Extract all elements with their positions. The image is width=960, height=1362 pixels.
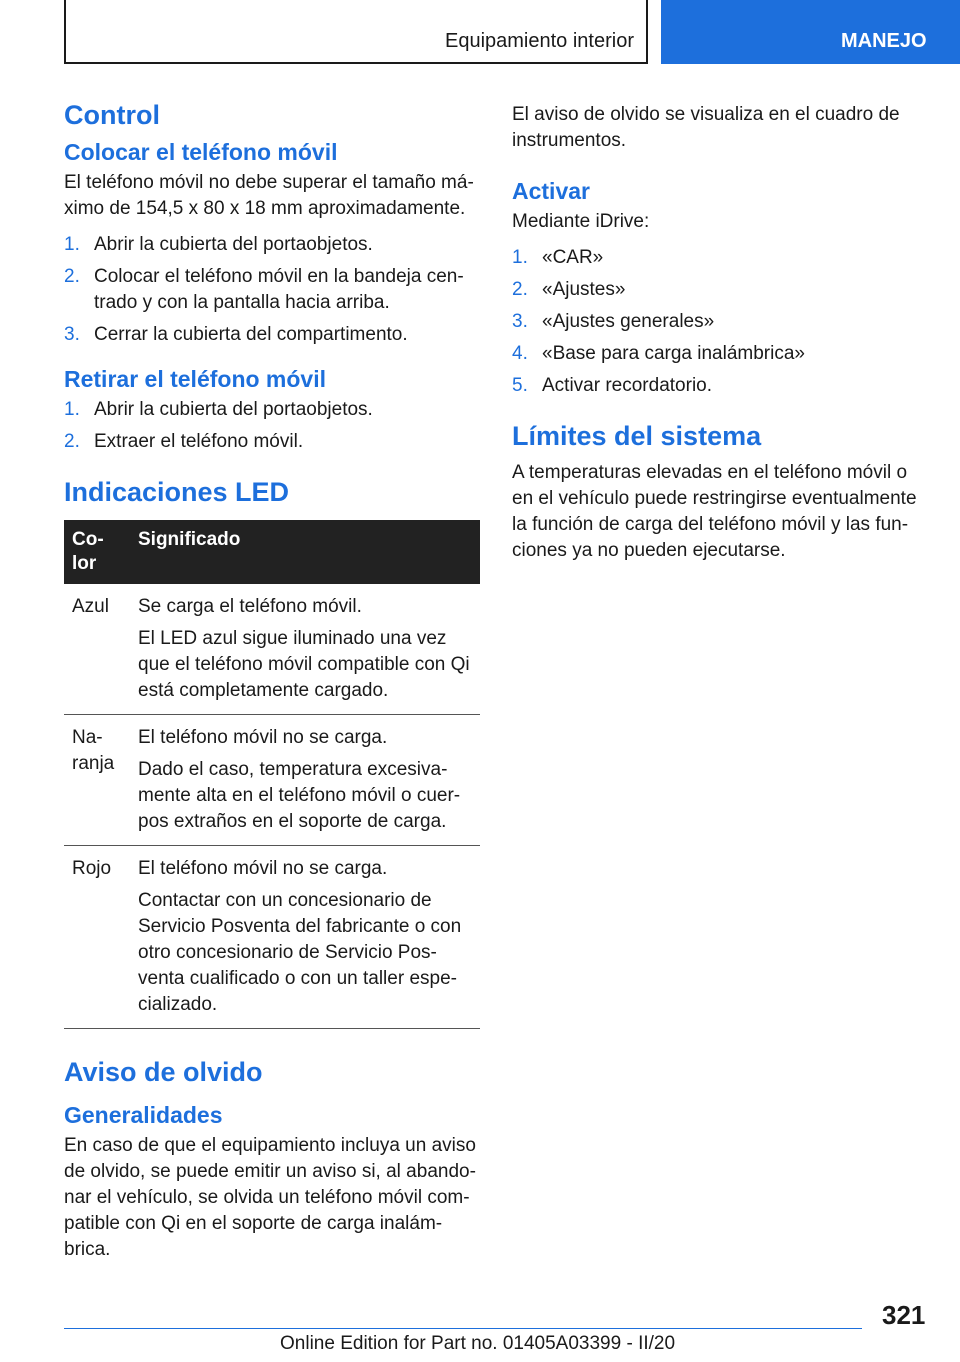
list-item [64,397,480,423]
list-item [512,341,922,367]
paragraph-colocar: El teléfono móvil no debe superar el tamaño má-ximo de 154,5 x 80 x 18 mm aproximadamente. [64,172,474,219]
page-number: 321 [882,1300,926,1330]
column-header-color: Co-lor [64,520,130,584]
led-color-cell: Na-ranja [64,715,130,846]
list-item [64,264,480,316]
led-table [64,520,480,1029]
meaning-line: El teléfono móvil no se carga. [138,858,388,879]
step-text: Abrir la cubierta del portaobjetos. [94,234,373,255]
step-number: 2. [64,431,80,452]
meaning-line: Se carga el teléfono móvil. [138,596,362,617]
paragraph-aviso: El aviso de olvido se visualiza en el cuadro de instrumentos. [512,104,900,151]
retirar-steps-list [64,397,480,455]
heading-colocar: Colocar el teléfono móvil [64,139,338,165]
step-text: Cerrar la cubierta del compartimento. [94,324,408,345]
list-item [64,429,480,455]
meaning-line: El teléfono móvil no se carga. [138,727,388,748]
step-number: 2. [512,279,528,300]
step-number: 3. [512,311,528,332]
step-text: Activar recordatorio. [542,375,713,396]
step-text: Abrir la cubierta del portaobjetos. [94,399,373,420]
heading-led: Indicaciones LED [64,477,290,507]
left-column [64,100,480,1263]
list-item [64,322,480,348]
heading-aviso: Aviso de olvido [64,1057,263,1087]
chapter-tab [661,0,960,64]
step-number: 1. [64,234,80,255]
list-item [512,309,922,335]
step-text: «CAR» [542,247,604,268]
step-number: 1. [512,247,528,268]
footer-edition: Online Edition for Part no. 01405A03399 - II/20 [280,1333,676,1354]
heading-limites: Límites del sistema [512,421,762,451]
section-title: Equipamiento interior [445,30,634,52]
list-item [512,277,922,303]
colocar-steps-list [64,232,480,348]
footer-divider [64,1328,862,1329]
step-text: Colocar el teléfono móvil en la bandeja cen-trado y con la pantalla hacia arriba. [94,266,464,313]
list-item [64,232,480,258]
heading-activar: Activar [512,178,590,204]
led-meaning-cell [130,584,480,715]
paragraph-limites: A temperaturas elevadas en el teléfono móvil o en el vehículo puede restringirse eventualmente la función de carga del teléfono móvil y las fun-ciones ya no pueden ejecutarse. [512,462,917,561]
meaning-line: Contactar con un concesionario de Servicio Posventa del fabricante o con otro concesionario de Servicio Pos-venta cualificado o con un taller espe-cializado. [138,890,462,1015]
heading-retirar: Retirar el teléfono móvil [64,366,327,392]
step-text: «Base para carga inalámbrica» [542,343,805,364]
heading-generalidades: Generalidades [64,1102,223,1128]
step-text: «Ajustes generales» [542,311,715,332]
step-number: 4. [512,343,528,364]
header-section-box [64,0,648,64]
heading-control: Control [64,100,160,130]
led-color-cell: Azul [64,584,130,715]
meaning-line: Dado el caso, temperatura excesiva-mente alta en el teléfono móvil o cuer-pos extraños en el soporte de carga. [138,759,461,832]
right-column [512,102,922,564]
step-number: 2. [64,266,80,287]
column-header-meaning: Significado [130,520,480,584]
led-meaning-cell [130,715,480,846]
chapter-title: MANEJO [841,30,927,52]
paragraph-idrive: Mediante iDrive: [512,211,650,232]
meaning-line: El LED azul sigue iluminado una vez que el teléfono móvil compatible con Qi está completamente cargado. [138,628,470,701]
led-meaning-cell [130,846,480,1029]
step-number: 5. [512,375,528,396]
list-item [512,245,922,271]
table-row [64,846,480,1029]
paragraph-generalidades: En caso de que el equipamiento incluya un aviso de olvido, se puede emitir un aviso si, al abando-nar el vehículo, se olvida un teléfono móvil com-patible con Qi en el soporte de carga inalám-brica. [64,1135,476,1260]
led-color-cell: Rojo [64,846,130,1029]
table-row [64,715,480,846]
step-text: «Ajustes» [542,279,626,300]
list-item [512,373,922,399]
activar-steps-list [512,245,922,399]
step-number: 1. [64,399,80,420]
step-number: 3. [64,324,80,345]
step-text: Extraer el teléfono móvil. [94,431,304,452]
table-row [64,584,480,715]
table-header-row [64,520,480,584]
